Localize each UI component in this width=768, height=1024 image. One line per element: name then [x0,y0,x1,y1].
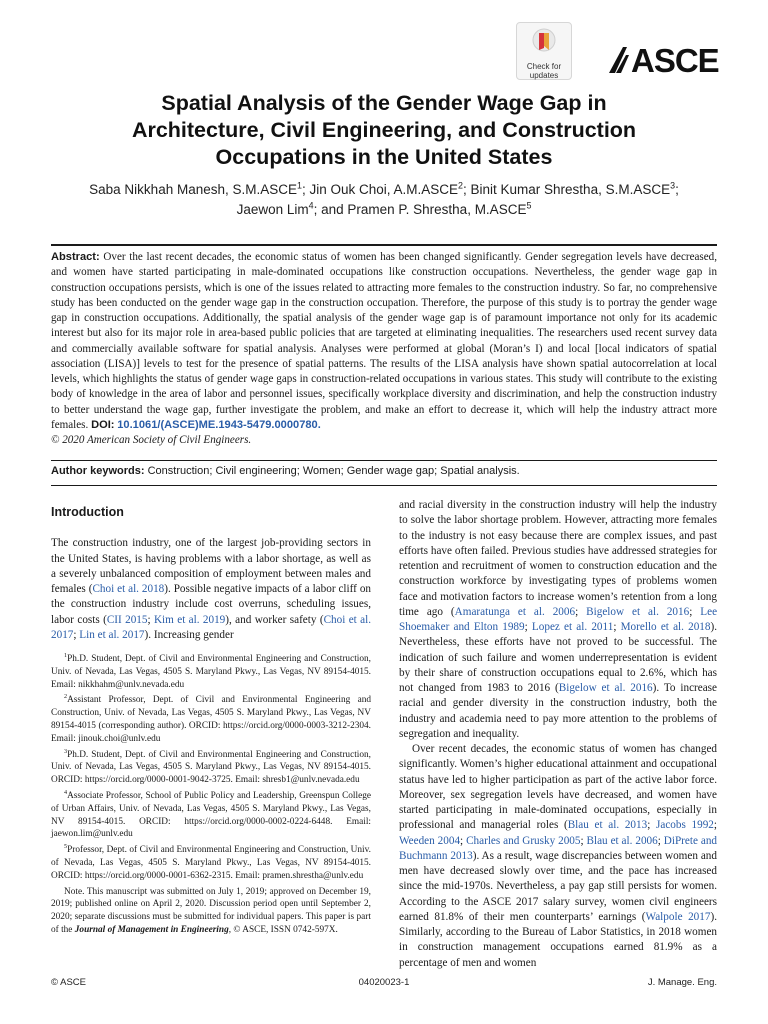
citation-link[interactable]: Jacobs 1992 [656,819,714,832]
right-paragraph-2 [399,742,717,971]
footnote-text: Associate Professor, School of Public Policy and Leadership, Greenspun College of Urban Affairs, Univ. of Nevada, Las Vegas, 4505 S. Maryland Pkwy., Las Vegas, NV 89154-4015. ORCID: https://orcid.org/0000-0002-0224-6448. Email: jaewon.lim@unlv.edu [51,790,371,840]
citation-separator: ; [580,834,587,847]
footnote-text: Professor, Dept. of Civil and Environmental Engineering and Construction, Univ. of Nevada, Las Vegas, 4505 S. Maryland Pkwy., Las Vegas, NV 89154-4015. ORCID: https://orcid.org/0000-0001-6362-2315. Email: pramen.shrestha@unlv.edu [51,845,371,881]
citation-link[interactable]: Lopez et al. 2011 [531,621,614,633]
logo-text: ASCE [631,42,719,79]
footnote-text: Assistant Professor, Dept. of Civil and Environmental Engineering and Construction, Univ. of Nevada, Las Vegas, 4505 S. Maryland Pkwy., Las Vegas, NV 89154-4015 (corresponding author). ORCID: https://orcid.org/0000-0003-3212-2304. Email: jinouk.choi@unlv.edu [51,695,371,744]
citation-link[interactable]: Amaratunga et al. 2006 [454,605,576,618]
citation-link[interactable]: Walpole 2017 [645,910,711,923]
footnote-marker: 5 [64,844,68,851]
citation-link[interactable]: Lin et al. 2017 [79,628,145,641]
journal-name: Journal of Management in Engineering [74,924,229,935]
citation-link[interactable]: Weeden 2004 [399,834,461,847]
author-4: Jaewon Lim [236,202,309,217]
footnote-5 [51,844,371,882]
check-for-updates-badge[interactable] [516,22,572,80]
citation-separator: ; [613,621,621,633]
footer-journal: J. Manage. Eng. [647,977,717,988]
footnote-3 [51,749,371,787]
footnote-marker: 1 [64,652,68,659]
body-text: ). Nevertheless, these efforts have not proved to be successful. The indication of such failure and women underrepresentation is evident by their share of construction occupations equal to 2.6%, which has not changed from 1983 to 2016 ( [399,621,718,694]
citation-separator: ; [575,605,587,618]
doi-link[interactable]: 10.1061/(ASCE)ME.1943-5479.0000780. [117,418,321,431]
intro-text: ). Increasing gender [144,628,234,641]
right-paragraph-1 [399,498,717,742]
body-text: ). Similarly, according to the Bureau of Labor Statistics, in 2018 women in construction management occupations earned 81.9% as a percentage of men and women [399,910,717,969]
author-2: ; Jin Ouk Choi, A.M.ASCE [301,182,459,197]
page-footer [51,977,717,991]
citation-link[interactable]: Kim et al. 2019 [153,613,226,626]
title-line-1: Spatial Analysis of the Gender Wage Gap in [161,91,607,115]
abstract-top-rule [51,244,717,246]
intro-paragraph [51,536,371,643]
citation-link[interactable]: DiPrete and Buchmann 2013 [399,834,718,862]
citation-link[interactable]: Blau et al. 2006 [586,834,658,847]
footnote-text: Ph.D. Student, Dept. of Civil and Environmental Engineering and Construction, Univ. of Nevada, Las Vegas, 4505 S. Maryland Pkwy., Las Vegas, NV 89154-4015. ORCID: https://orcid.org/0000-0001-9042-3725. Email: shresb1@unlv.nevada.edu [51,749,371,786]
author-5-affil: 5 [526,200,532,211]
author-2-affil: 2 [458,180,464,191]
introduction-heading: Introduction [51,505,124,519]
citation-link[interactable]: Bigelow et al. 2016 [558,682,653,694]
keywords-bottom-rule [51,485,717,486]
author-1: Saba Nikkhah Manesh, S.M.ASCE [89,182,298,197]
intro-text: ). Possible negative impacts of a labor cliff on the construction industry include cost overruns, scheduling issues, labor costs ( [51,583,372,626]
keywords-top-rule [51,460,717,461]
bookmark-icon [531,27,557,57]
citation-link[interactable]: Blau et al. 2013 [567,819,648,832]
citation-separator: ; [147,613,154,626]
citation-separator: ; [713,819,718,832]
citation-separator: ; [689,605,701,618]
abstract-text: Over the last recent decades, the economic status of women has been changed significantly. Gender segregation levels have decreased, and women have started participating in male-dominated occupations like construction occupations. Nevertheless, the gender wage gap in construction occupations persists, which is one of the issues related to attracting more females to the construction industry. So far, no comprehensive study has been conducted on the gender wage gap in the construction occupation. Therefore, the purpose of this study is to portray the gender wage gap in construction occupations. Additionally, the spatial analysis of the gender wage gap is of paramount importance not only for its academic interest but also for its major role in area-based public policies that are targeted at eliminating inequalities. The researchers used recent survey data and commercially available software for spatial analysis. Analyses were performed at global (Moran’s I) and local [local indicators of spatial association (LISA)] levels to test for the presence of spatial patterns. The results of the LISA analysis have shown spatial autocorrelation at local levels, which highlights the status of gender wage gaps in construction-related occupations in various states. This study will contribute to the existing body of knowledge in the area of labor and personnel issues, specifically workplace diversity and discrimination, and help the construction industry to better understand the wage gap, further investigate the problem, and make an effort to decrease it, which will help the industry attract more females. [51,251,717,431]
citation-link[interactable]: Charles and Grusky 2005 [466,834,581,847]
citation-separator: ; [460,834,467,847]
paper-title [60,90,708,171]
footer-copyright: © ASCE [51,977,86,988]
citation-link[interactable]: Choi et al. 2017 [51,613,372,641]
author-separator: ; [675,182,679,197]
doi-label: DOI: [91,418,115,431]
author-list [40,180,728,220]
footnote-marker: 3 [64,748,68,755]
footnote-4 [51,790,371,841]
body-text: Over recent decades, the economic status of women has changed significantly. Women’s higher educational attainment and occupational status have led to higher participation as part of the active labor force. Moreover, sex segregation levels have decreased, and women have started participating in male-dominated occupations, especially in professional and managerial roles ( [399,743,717,832]
footnote-2 [51,694,371,745]
citation-link[interactable]: Bigelow et al. 2016 [586,605,690,618]
footnote-1 [51,653,371,691]
author-4-affil: 4 [308,200,314,211]
author-1-affil: 1 [297,180,302,191]
body-text: and racial diversity in the construction industry will help the industry to solve the labor shortage problem. However, attracting more females to the industry is not easy because there are complex issues, and past efforts have often failed. Previous studies have addressed strategies for retention and recruitment of women to construction education and the construction workforce by investigating types of problems women face and motivation factors to increase women’s retention from a long time ago ( [399,499,717,618]
title-line-3: Occupations in the United States [215,145,553,169]
left-column [51,505,371,940]
badge-line1: Check for [526,62,562,71]
abstract [51,250,717,448]
intro-text: The construction industry, one of the largest job-providing sectors in the United States, is having problems with a labor shortage, as well as a severely unbalanced composition of employment between males and females ( [51,537,371,595]
body-text: ). To increase racial and gender diversity in the construction industry, both the industry and academia need to pay more attention to the problems of segregation and inequality. [399,682,718,740]
author-5: ; and Pramen P. Shrestha, M.ASCE [313,202,527,217]
footnote-marker: 4 [64,789,68,796]
intro-text: ), and worker safety ( [225,613,324,626]
asce-logo [607,43,717,79]
citation-separator: ; [73,628,80,641]
abstract-label: Abstract: [51,251,100,263]
citation-link[interactable]: Morello et al. 2018 [620,621,711,633]
badge-line2: updates [529,71,559,80]
citation-separator: ; [647,819,657,832]
footnotes [51,653,371,937]
citation-link[interactable]: CII 2015 [106,613,148,626]
footer-article-number: 04020023-1 [358,977,410,988]
note-text: Note. This manuscript was submitted on July 1, 2019; approved on December 19, 2019; published online on April 2, 2020. Discussion period open until September 2, 2020; separate discussions must be submitted for individual papers. This paper is part of the [51,886,371,935]
submission-note [51,886,371,937]
keywords-text: Construction; Civil engineering; Women; Gender wage gap; Spatial analysis. [147,465,520,477]
note-text: , © ASCE, ISSN 0742-597X. [228,924,338,935]
author-3: ; Binit Kumar Shrestha, S.M.ASCE [463,182,671,197]
copyright: © 2020 American Society of Civil Engineers. [51,434,252,446]
title-line-2: Architecture, Civil Engineering, and Construction [131,118,637,142]
footnote-text: Ph.D. Student, Dept. of Civil and Environmental Engineering and Construction, Univ. of Nevada, Las Vegas, 4505 S. Maryland Pkwy., Las Vegas, NV 89154-4015. Email: nikkhahm@unlv.nevada.edu [51,654,371,690]
right-column [399,498,717,971]
author-3-affil: 3 [670,180,676,191]
keywords-label: Author keywords: [51,465,145,477]
body-text: ). As a result, wage discrepancies between women and men have decreased slowly over time, and the pace has increased since the mid-1970s. Nevertheless, a pay gap still persists for women. According to the ASCE 2017 salary survey, women civil engineers earned 81.8% of their men counterparts’ earnings ( [399,849,717,923]
citation-link[interactable]: Choi et al. 2018 [92,583,165,595]
citation-link[interactable]: Lee Shoemaker and Elton 1989 [399,605,718,633]
citation-separator: ; [657,834,664,847]
author-keywords [51,464,717,478]
citation-separator: ; [524,621,532,633]
footnote-marker: 2 [64,694,68,701]
